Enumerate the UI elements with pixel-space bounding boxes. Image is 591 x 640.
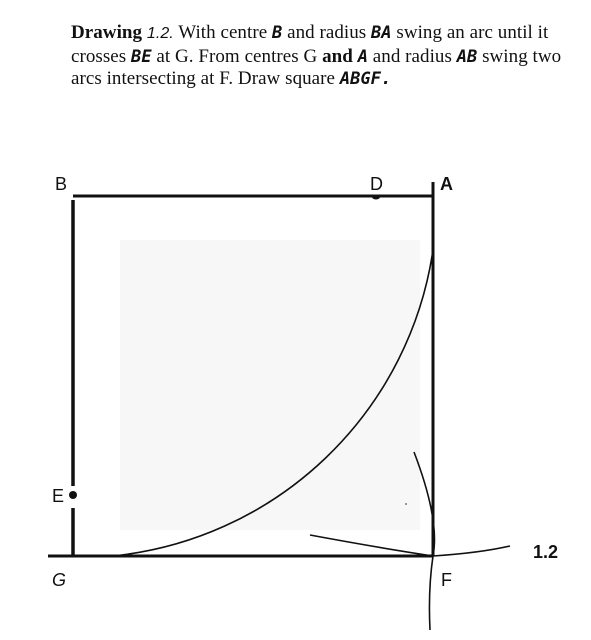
caption-number: 1.2. [146, 25, 174, 42]
point-e [69, 491, 77, 499]
label-e: E [52, 486, 65, 506]
caption-segment-ab: AB [456, 46, 478, 67]
label-d: D [370, 174, 383, 194]
label-g: G [52, 570, 67, 590]
caption-text-3: swing an arc until it crosses [71, 22, 549, 67]
arc-center-g [310, 535, 510, 556]
caption-text-5: and radius [368, 45, 457, 67]
label-a: A [440, 174, 453, 194]
caption-text-4: at G. From centres G [151, 45, 323, 67]
caption-text-1: With centre [173, 22, 272, 43]
point-d [372, 195, 380, 200]
caption-segment-be: BE [131, 46, 152, 67]
speck [405, 503, 407, 505]
caption-title: Drawing [71, 22, 143, 43]
caption-point-b: B [271, 23, 283, 43]
caption-square-abgf: ABGF [339, 69, 381, 89]
paper-shading [120, 240, 420, 530]
label-f: F [441, 570, 452, 590]
caption-segment-ba: BA [371, 23, 392, 43]
caption-text-2: and radius [282, 22, 371, 43]
caption-period: . [380, 69, 392, 89]
caption-point-a: A [357, 46, 368, 67]
figure-number: 1.2 [533, 542, 559, 562]
caption-text-6: swing two arcs intersecting at F. Draw square [71, 45, 562, 89]
label-b: B [55, 174, 68, 194]
caption-and: and [322, 45, 353, 67]
